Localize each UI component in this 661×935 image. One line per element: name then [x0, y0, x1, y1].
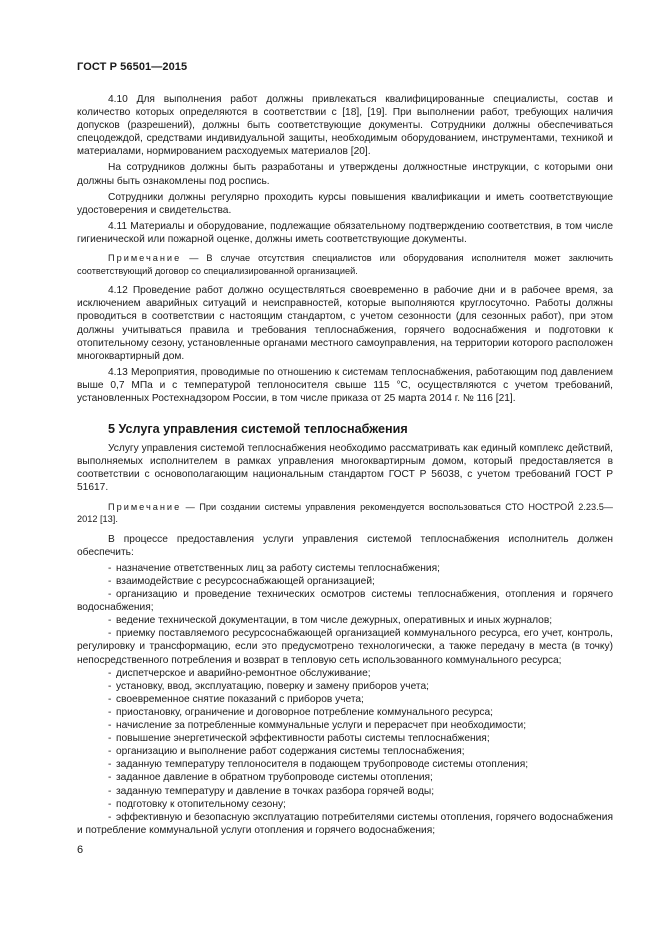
- list-dash: -: [108, 667, 112, 679]
- list-item: - начисление за потребленные коммунальные услуги и перерасчет при необходимости;: [108, 720, 527, 732]
- page-number: 6: [77, 844, 84, 856]
- paragraph-4-10: 4.10 Для выполнения работ должны привлекаться квалифицированные специалисты, состав и количество которых определяются в соответствии с [18], [19]. При выполнении работ, требующих наличия допусков (разрешений), должны быть соответствующие документы. Сотрудники должны обеспечиваться спецодеждой, средствами индивидуальной защиты, необходимым оборудованием, инструментами, техникой и материалами, нормированием расходуемых материалов [20].: [77, 94, 613, 158]
- section-5-intro: Услугу управления системой теплоснабжения необходимо рассматривать как единый комплекс действий, выполняемых исполнителем в рамках управления многоквартирным домом, который предоставляется в соответствии с основополагающим национальным стандартом ГОСТ Р 56038, с учетом требований ГОСТ Р 51617.: [77, 443, 613, 494]
- note-2-label: Примечание: [108, 501, 182, 512]
- list-item: - заданное давление в обратном трубопроводе системы отопления;: [108, 772, 433, 784]
- list-dash: -: [108, 720, 112, 732]
- list-dash: -: [108, 706, 112, 718]
- document-body: [77, 93, 613, 837]
- paragraph-4-13: 4.13 Мероприятия, проводимые по отношению к системам теплоснабжения, работающим под давлением выше 0,7 МПа и с температурой теплоносителя свыше 115 °С, осуществляются с учетом требований, установленных Ростехнадзором России, в том числе приказа от 25 марта 2014 г. № 116 [21].: [77, 366, 613, 404]
- list-item: - взаимодействие с ресурсоснабжающей организацией;: [108, 576, 375, 587]
- list-dash: -: [108, 693, 112, 705]
- paragraph-4-12: 4.12 Проведение работ должно осуществляться своевременно в рабочие дни и в рабочее время, за исключением аварийных ситуаций и неисправностей, которые выполняются круглосуточно. Работы должны проводиться в соответствии с настоящим стандартом, с учетом сезонности (для сезонных работ), при этом должны учитываться правила и требования теплоснабжения, горячего водоснабжения и подготовки к отопительному сезону, установленные органами местного самоуправления, на территории которого расположен многоквартирный дом.: [77, 285, 613, 362]
- section-5-lead: В процессе предоставления услуги управления системой теплоснабжения исполнитель должен обеспечить:: [77, 533, 613, 558]
- note-2-text: — При создании системы управления рекомендуется воспользоваться СТО НОСТРОЙ 2.23.5—2012 [13].: [77, 501, 613, 525]
- list-dash: -: [108, 759, 112, 771]
- list-dash: -: [108, 798, 112, 810]
- note-1: [77, 252, 613, 277]
- list-item: - эффективную и безопасную эксплуатацию потребителями системы отопления, горячего водоснабжения и потребление коммунальной услуги отопления и горячего водоснабжения;: [77, 811, 613, 836]
- note-2: [77, 501, 613, 526]
- list-dash: -: [108, 733, 112, 745]
- list-item: - заданную температуру теплоносителя в подающем трубопроводе системы отопления;: [108, 759, 529, 771]
- list-dash: -: [108, 628, 112, 640]
- list-dash: -: [108, 746, 112, 758]
- list-item: - организацию и проведение технических осмотров системы теплоснабжения, отопления и горячего водоснабжения;: [77, 589, 613, 614]
- list-item: - подготовку к отопительному сезону;: [108, 798, 286, 810]
- list-dash: -: [108, 615, 112, 627]
- list-dash: -: [108, 785, 112, 797]
- doc-code-header: ГОСТ Р 56501—2015: [77, 61, 188, 73]
- paragraph-4-11: 4.11 Материалы и оборудование, подлежащие обязательному подтверждению соответствия, в том числе гигиенической или пожарной оценке, должны иметь соответствующие документы.: [77, 220, 613, 245]
- list-item: - заданную температуру и давление в точках разбора горячей воды;: [108, 785, 435, 797]
- list-dash: -: [108, 680, 112, 692]
- list-item: - назначение ответственных лиц за работу системы теплоснабжения;: [108, 562, 440, 574]
- obligations-list: [77, 562, 613, 837]
- list-item: - диспетчерское и аварийно-ремонтное обслуживание;: [108, 667, 371, 679]
- list-item: - повышение энергетической эффективности работы системы теплоснабжения;: [108, 733, 490, 745]
- note-1-label: Примечание: [108, 253, 182, 264]
- list-item: - приостановку, ограничение и договорное потребление коммунального ресурса;: [108, 706, 493, 718]
- paragraph-instructions: На сотрудников должны быть разработаны и утверждены должностные инструкции, с которыми они должны быть ознакомлены под роспись.: [77, 162, 613, 187]
- list-item: - ведение технической документации, в том числе дежурных, оперативных и иных журналов;: [108, 615, 553, 627]
- list-dash: -: [108, 576, 112, 587]
- list-item: - установку, ввод, эксплуатацию, поверку и замену приборов учета;: [108, 680, 429, 692]
- note-1-text: — В случае отсутствия специалистов или оборудования исполнителя может заключить соответствующий договор со специализированной организацией.: [77, 253, 613, 276]
- list-item: - своевременное снятие показаний с приборов учета;: [108, 693, 364, 705]
- list-dash: -: [108, 562, 112, 574]
- section-5-title: 5 Услуга управления системой теплоснабжения: [108, 422, 408, 437]
- list-dash: -: [108, 811, 112, 823]
- list-item: - приемку поставляемого ресурсоснабжающей организацией коммунального ресурса, его учет, контроль, регулировку и трансформацию, если это предусмотрено технологически, а также передачу в места (в точку) непосредственного потребления и возврат в тепловую сеть использованного коммунального ресурса;: [77, 628, 613, 666]
- list-dash: -: [108, 589, 112, 601]
- list-item: - организацию и выполнение работ содержания системы теплоснабжения;: [108, 746, 465, 758]
- paragraph-training: Сотрудники должны регулярно проходить курсы повышения квалификации и иметь соответствующие удостоверения и свидетельства.: [77, 191, 613, 216]
- list-dash: -: [108, 772, 112, 784]
